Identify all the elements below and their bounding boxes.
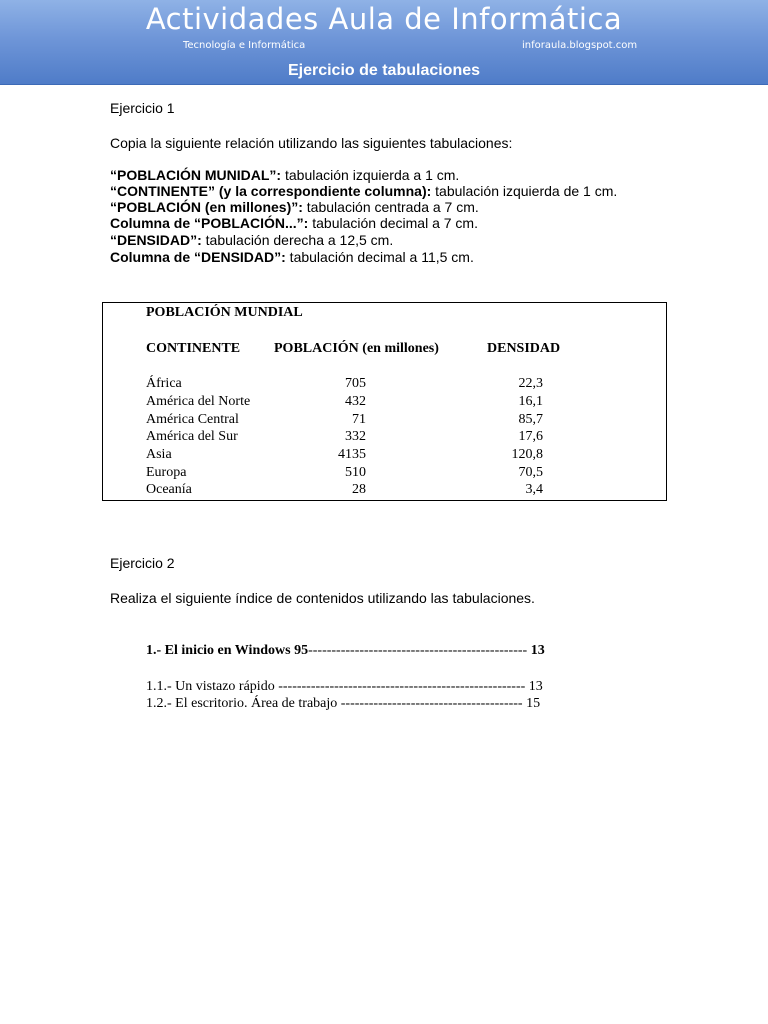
population-cell: 510 — [345, 465, 366, 480]
column-header-density: DENSIDAD — [487, 341, 561, 356]
toc-page-number: 15 — [526, 696, 541, 711]
toc-page-number: 13 — [530, 643, 545, 658]
site-tagline: Tecnología e Informática — [183, 40, 306, 51]
continent-cell: África — [146, 376, 182, 391]
tab-rule: “DENSIDAD”: tabulación derecha a 12,5 cm. — [110, 232, 394, 248]
density-cell: 70,5 — [518, 465, 543, 480]
tab-rule: “POBLACIÓN MUNIDAL”: tabulación izquierda a 1 cm. — [110, 167, 460, 183]
toc-entry-title: 1.- El inicio en Windows 95 — [146, 643, 309, 658]
continent-cell: Europa — [146, 465, 187, 480]
density-cell: 22,3 — [518, 376, 543, 391]
site-url[interactable]: inforaula.blogspot.com — [522, 40, 638, 51]
table-title: POBLACIÓN MUNDIAL — [146, 305, 303, 320]
column-header-continent: CONTINENTE — [146, 341, 241, 356]
header-banner — [0, 0, 768, 85]
density-cell: 16,1 — [518, 394, 543, 409]
exercise2-heading: Ejercicio 2 — [110, 555, 175, 571]
population-cell: 332 — [345, 429, 366, 444]
population-cell: 705 — [345, 376, 366, 391]
toc-page-number: 13 — [528, 679, 543, 694]
population-cell: 71 — [352, 412, 366, 427]
continent-cell: Oceanía — [146, 482, 192, 497]
tab-rule: Columna de “POBLACIÓN...”: tabulación decimal a 7 cm. — [110, 215, 478, 231]
site-title: Actividades Aula de Informática — [145, 2, 623, 36]
continent-cell: Asia — [146, 447, 172, 462]
page-title: Ejercicio de tabulaciones — [287, 62, 481, 79]
exercise1-intro: Copia la siguiente relación utilizando las siguientes tabulaciones: — [110, 135, 513, 151]
density-cell: 17,6 — [518, 429, 543, 444]
continent-cell: América del Norte — [146, 394, 251, 409]
tab-rule: “CONTINENTE” (y la correspondiente columna): tabulación izquierda de 1 cm. — [110, 183, 618, 199]
toc-leader: ----------------------------------------------- — [308, 643, 528, 658]
toc-leader: ----------------------------------------------------- — [274, 679, 526, 694]
continent-cell: América Central — [146, 412, 239, 427]
toc-entry — [146, 679, 543, 695]
population-cell: 4135 — [338, 447, 366, 462]
toc-entry-title: 1.2.- El escritorio. Área de trabajo — [146, 696, 338, 711]
population-table — [102, 302, 667, 501]
population-cell: 28 — [352, 482, 366, 497]
exercise2-intro: Realiza el siguiente índice de contenidos utilizando las tabulaciones. — [110, 590, 535, 606]
tab-rule: “POBLACIÓN (en millones)”: tabulación centrada a 7 cm. — [110, 199, 479, 215]
density-cell: 85,7 — [518, 412, 543, 427]
toc-leader: --------------------------------------- — [337, 696, 523, 711]
column-header-population: POBLACIÓN (en millones) — [274, 341, 439, 356]
density-cell: 120,8 — [511, 447, 543, 462]
population-cell: 432 — [345, 394, 366, 409]
continent-cell: América del Sur — [146, 429, 238, 444]
exercise1-heading: Ejercicio 1 — [110, 100, 175, 116]
tab-rule: Columna de “DENSIDAD”: tabulación decimal a 11,5 cm. — [110, 249, 474, 265]
toc-entry-title: 1.1.- Un vistazo rápido — [146, 679, 275, 694]
toc-entry — [146, 643, 545, 659]
toc-entry — [146, 696, 540, 712]
density-cell: 3,4 — [525, 482, 543, 497]
